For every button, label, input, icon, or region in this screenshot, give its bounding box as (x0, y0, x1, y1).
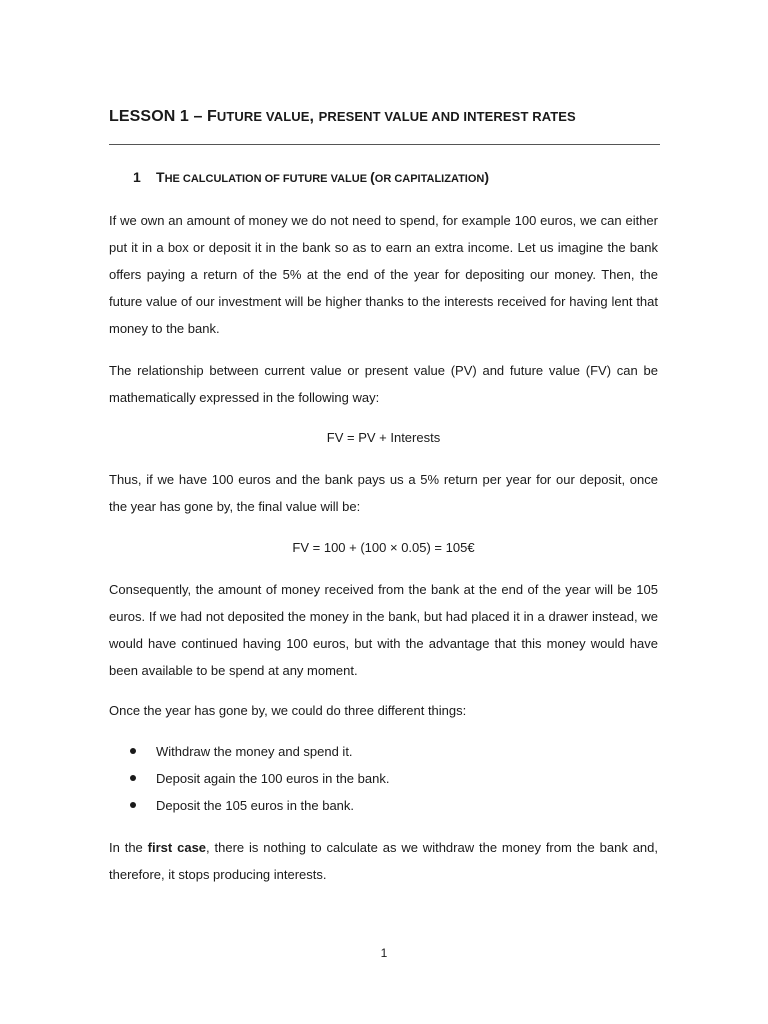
bullet-icon (130, 748, 136, 754)
section-number: 1 (133, 169, 141, 185)
list-item: Deposit the 105 euros in the bank. (109, 792, 658, 819)
list-item: Withdraw the money and spend it. (109, 738, 658, 765)
paragraph-intro: If we own an amount of money we do not need to spend, for example 100 euros, we can either put it in a box or deposit it in the bank so as to earn an extra income. Let us imagine the bank offers paying a return of the 5% at the end of the year for depositing our money. Then, the future value of our investment will be higher thanks to the interests received for having lent that money to the bank. (109, 213, 658, 336)
page-number: 1 (380, 946, 388, 960)
paragraph-example: Thus, if we have 100 euros and the bank pays us a 5% return per year for our deposit, once the year has gone by, the final value will be: (109, 472, 658, 514)
paragraph-consequently: Consequently, the amount of money received from the bank at the end of the year will be 105 euros. If we had not deposited the money in the bank, but had placed it in a drawer instead, we would have continued having 100 euros, but with the advantage that this money would have been available to be spend at any moment. (109, 582, 658, 678)
section-heading: 1 THE CALCULATION OF FUTURE VALUE (OR CAPITALIZATION) (133, 169, 490, 185)
list-item: Deposit again the 100 euros in the bank. (109, 765, 658, 792)
bullet-icon (130, 775, 136, 781)
formula-fv: FV = PV + Interests (326, 430, 441, 445)
formula-example: FV = 100 + (100 × 0.05) = 105€ (292, 540, 475, 555)
options-list (109, 738, 658, 819)
bullet-icon (130, 802, 136, 808)
lesson-title: LESSON 1 – FUTURE VALUE, PRESENT VALUE AND INTEREST RATES (109, 108, 576, 125)
paragraph-relationship: The relationship between current value or present value (PV) and future value (FV) can be mathematically expressed in the following way: (109, 363, 658, 405)
title-divider (109, 144, 660, 145)
paragraph-options-intro: Once the year has gone by, we could do three different things: (109, 703, 467, 718)
first-case-emphasis: first case (147, 840, 207, 855)
paragraph-first-case: In the first case, there is nothing to calculate as we withdraw the money from the bank and, therefore, it stops producing interests. (109, 840, 659, 882)
